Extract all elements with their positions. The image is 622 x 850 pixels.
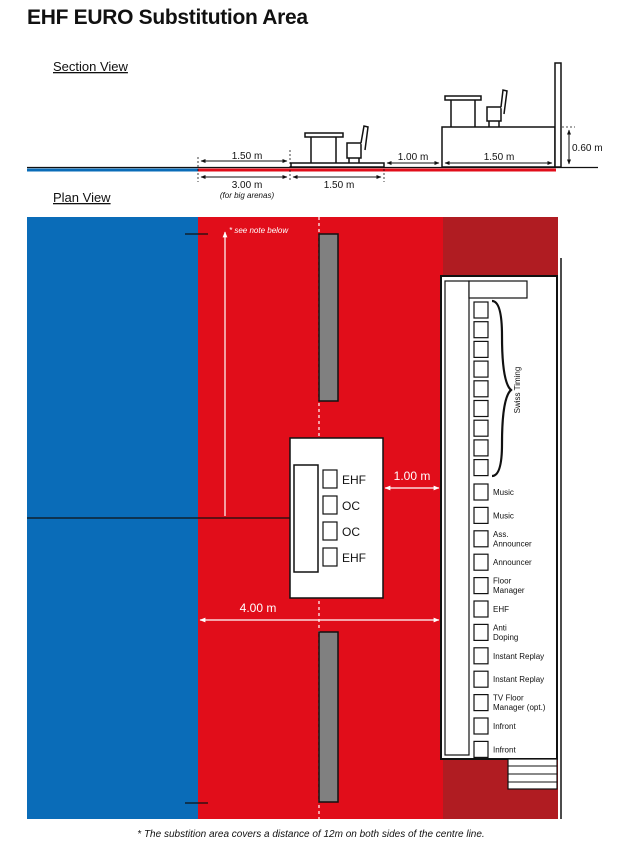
official-seat-label: OC bbox=[342, 499, 360, 513]
stand-seat bbox=[474, 718, 488, 734]
stand-seat-label: Infront bbox=[493, 722, 516, 731]
timing-seat bbox=[474, 420, 488, 436]
see-note-label: * see note below bbox=[229, 226, 289, 235]
stand-seat-label: Ass. Announcer bbox=[493, 529, 532, 549]
official-seat bbox=[323, 548, 337, 566]
official-seat-label: EHF bbox=[342, 551, 366, 565]
table-top bbox=[305, 133, 343, 137]
stand-seat bbox=[474, 601, 488, 617]
official-seat-label: OC bbox=[342, 525, 360, 539]
height-label: 0.60 m bbox=[572, 143, 603, 154]
width-label: 4.00 m bbox=[239, 601, 277, 615]
stairs bbox=[508, 759, 557, 789]
timing-seat bbox=[474, 460, 488, 476]
footnote: * The substition area covers a distance of 12m on both sides of the centre line. bbox=[137, 829, 485, 840]
stand-seat-label: TV Floor Manager (opt.) bbox=[493, 693, 546, 713]
stand-seat bbox=[474, 624, 488, 640]
dim-3-label: 1.50 m bbox=[323, 180, 355, 191]
stand-seat bbox=[474, 648, 488, 664]
back-wall bbox=[555, 63, 561, 167]
plan-view bbox=[27, 190, 561, 819]
stand-seat bbox=[474, 484, 488, 500]
official-seat bbox=[323, 522, 337, 540]
stand-seat bbox=[474, 671, 488, 687]
chair-icon bbox=[347, 126, 368, 163]
timing-seat bbox=[474, 381, 488, 397]
stand-seat bbox=[474, 531, 488, 547]
stand-seat bbox=[474, 741, 488, 757]
dim-2-label: 3.00 m bbox=[231, 180, 263, 191]
dim-2-note: (for big arenas) bbox=[219, 191, 275, 200]
official-seat bbox=[323, 496, 337, 514]
dim-5-label: 1.50 m bbox=[483, 152, 515, 163]
stand-seat-label: Music bbox=[493, 488, 514, 497]
stand-seat-label: Instant Replay bbox=[493, 651, 545, 661]
timing-seat bbox=[474, 302, 488, 318]
stand-seat-label: EHF bbox=[493, 605, 509, 614]
official-seat bbox=[323, 470, 337, 488]
timing-seat bbox=[474, 401, 488, 417]
stand-seat-label: Music bbox=[493, 511, 514, 521]
bench-platform bbox=[291, 163, 384, 167]
official-table-desk bbox=[294, 465, 318, 572]
stand-chair-icon bbox=[487, 90, 507, 127]
section-view bbox=[27, 59, 603, 200]
timing-seat bbox=[474, 361, 488, 377]
swiss-timing-label: Swiss Timing bbox=[513, 366, 522, 414]
team-bench-bottom bbox=[319, 632, 338, 802]
swiss-timing-seats bbox=[474, 302, 488, 476]
gap-label: 1.00 m bbox=[393, 469, 431, 483]
stand-seat bbox=[474, 507, 488, 523]
plan-view-label: Plan View bbox=[53, 190, 111, 205]
official-seat-label: EHF bbox=[342, 473, 366, 487]
dim-4-label: 1.00 m bbox=[397, 152, 429, 163]
stand-seat-label: Floor Manager bbox=[493, 576, 525, 596]
page-title: EHF EURO Substitution Area bbox=[27, 6, 308, 29]
stand-desk-top bbox=[469, 281, 527, 298]
stand-desk bbox=[445, 281, 469, 755]
stand-seat-label: Anti Doping bbox=[493, 623, 519, 642]
section-view-label: Section View bbox=[53, 59, 128, 74]
stand-seat-label: Announcer bbox=[493, 558, 532, 568]
stand-seat-label: Instant Replay bbox=[493, 675, 545, 685]
timing-seat bbox=[474, 440, 488, 456]
dim-1-label: 1.50 m bbox=[231, 151, 263, 162]
stand-seat bbox=[474, 554, 488, 570]
timing-seat bbox=[474, 322, 488, 338]
stand-seat-label: Infront bbox=[493, 745, 516, 755]
stand-seat bbox=[474, 578, 488, 594]
stand-table-top bbox=[445, 96, 481, 100]
timing-seat bbox=[474, 341, 488, 357]
team-bench-top bbox=[319, 234, 338, 401]
stand-seat bbox=[474, 695, 488, 711]
